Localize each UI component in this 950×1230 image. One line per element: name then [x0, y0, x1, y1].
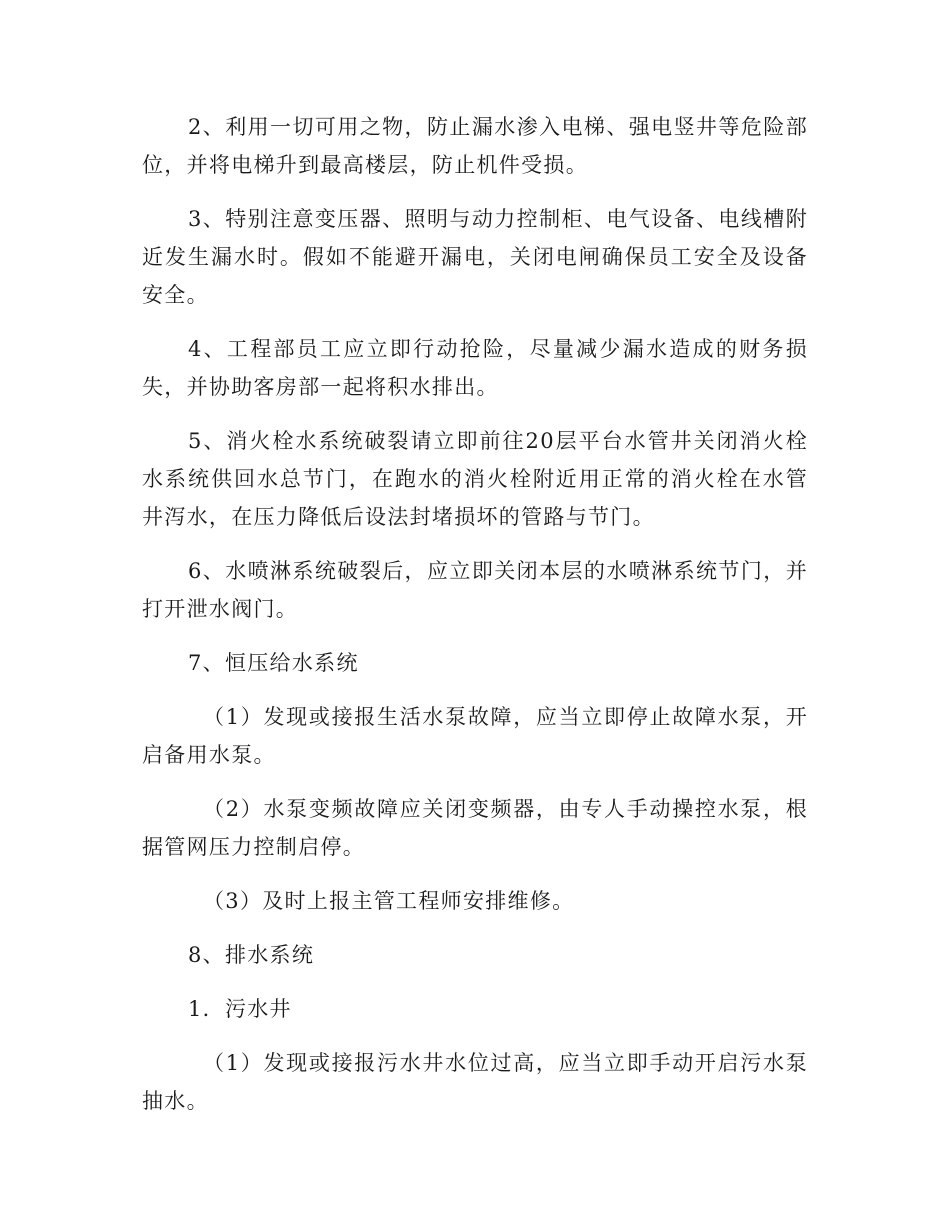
paragraph-item-3: 3、特别注意变压器、照明与动力控制柜、电气设备、电线槽附近发生漏水时。假如不能避开漏电，关闭电闸确保员工安全及设备安全。 — [142, 207, 808, 307]
sub-item-7-2: （2）水泵变频故障应关闭变频器，由专人手动操控水泵，根据管网压力控制启停。 — [142, 797, 808, 859]
paragraph-item-5: 5、消火栓水系统破裂请立即前往20层平台水管井关闭消火栓水系统供回水总节门，在跑水的消火栓附近用正常的消火栓在水管井泻水，在压力降低后设法封堵损坏的管路与节门。 — [142, 429, 808, 529]
section-heading-8: 8、排水系统 — [188, 943, 315, 967]
paragraph-item-2: 2、利用一切可用之物，防止漏水渗入电梯、强电竖井等危险部位，并将电梯升到最高楼层，防止机件受损。 — [142, 115, 808, 177]
paragraph-item-6: 6、水喷淋系统破裂后，应立即关闭本层的水喷淋系统节门，并打开泄水阀门。 — [142, 559, 808, 621]
section-heading-7: 7、恒压给水系统 — [188, 651, 359, 675]
sub-item-7-1: （1）发现或接报生活水泵故障，应当立即停止故障水泵，开启备用水泵。 — [142, 705, 808, 767]
subsection-heading-8-1: 1．污水井 — [188, 997, 292, 1021]
sub-item-7-3: （3）及时上报主管工程师安排维修。 — [203, 889, 575, 913]
paragraph-item-4: 4、工程部员工应立即行动抢险，尽量减少漏水造成的财务损失，并协助客房部一起将积水排出。 — [142, 337, 808, 399]
document-body — [142, 108, 808, 1136]
sub-item-8-1-1: （1）发现或接报污水井水位过高，应当立即手动开启污水泵抽水。 — [142, 1051, 808, 1113]
